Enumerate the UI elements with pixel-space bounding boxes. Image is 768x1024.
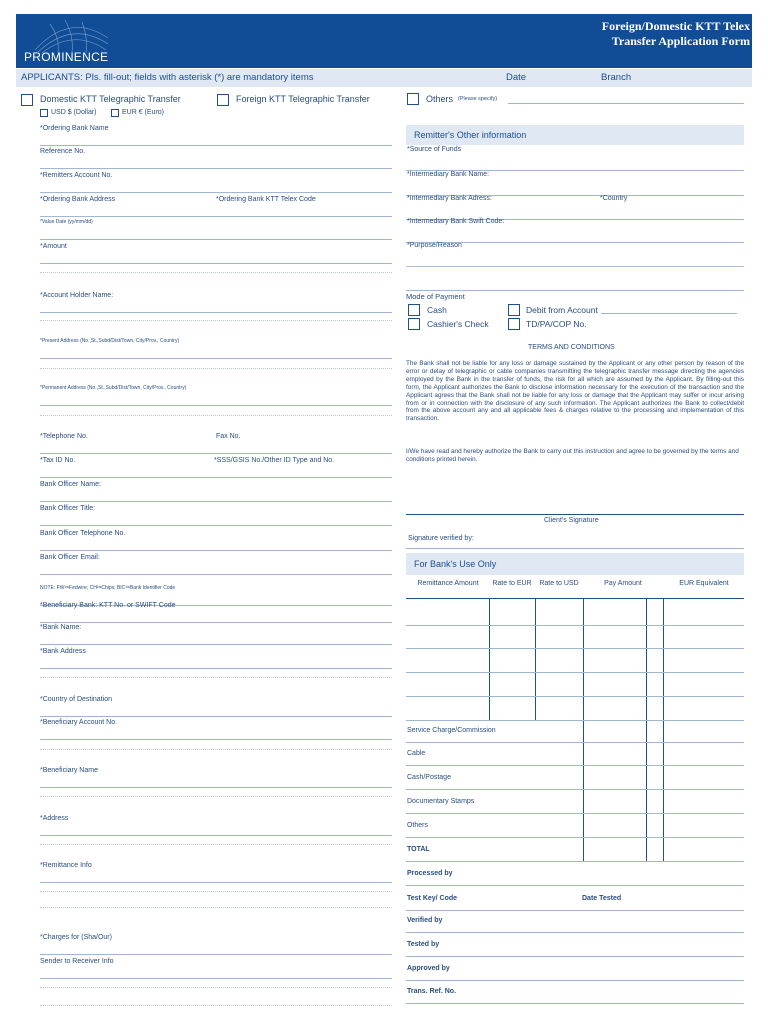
col-divider — [489, 598, 490, 720]
field-line-country-destination[interactable] — [40, 716, 392, 717]
field-label-amount: *Amount — [40, 243, 67, 250]
form-title-line1: Foreign/Domestic KTT Telex — [601, 19, 750, 33]
field-label-purpose: *Purpose/Reason — [407, 242, 462, 249]
field-line-charges[interactable] — [40, 954, 392, 955]
domestic-label: Domestic KTT Telegraphic Transfer — [40, 94, 181, 104]
field-line-officer-email[interactable] — [40, 574, 392, 575]
field-label-reference-no: Reference No. — [40, 148, 86, 155]
field-label-ordering-bank-address: *Ordering Bank Address — [40, 196, 116, 203]
bank-row-total: TOTAL — [407, 846, 430, 853]
field-line-bank-address[interactable] — [40, 668, 392, 669]
field-extra-line[interactable] — [406, 266, 744, 267]
client-signature-line[interactable] — [406, 514, 744, 515]
remitter-info-title: Remitter's Other information — [414, 130, 527, 140]
col-rate-eur: Rate to EUR — [492, 580, 532, 587]
bank-field-approved-by: Approved by — [407, 965, 450, 972]
bank-field-line[interactable] — [406, 980, 744, 981]
field-label-intermediary-swift: *Intermediary Bank Swift Code: — [407, 218, 505, 225]
bank-logo-text: PROMINENCE — [24, 50, 109, 64]
bank-field-line[interactable] — [406, 910, 744, 911]
applicants-instruction: APPLICANTS: Pls. fill-out; fields with asterisk (*) are mandatory items — [21, 72, 314, 83]
field-extra-line[interactable] — [40, 415, 392, 416]
terms-authorization: I/We have read and hereby authorize the Bank to carry out this instruction and agree to be governed by the terms and conditions printed herein. — [406, 448, 739, 463]
branch-label: Branch — [601, 72, 632, 83]
signature-verified-label: Signature verified by: — [408, 535, 474, 542]
terms-body: The Bank shall not be liable for any loss or damage sustained by the Applicant or any other person by reason of the error or delay of telegraphic or cable companies transmitting the telegraphic transfer message directing the agencies employed by the Bank in the transfer of funds, the risk for all which are assumed by the Applicant. By filling-out this form, the Applicant authorizes the Bank to disclose information necessary for the execution of the transaction and the Applicant agrees that the Bank shall not be liable for any loss or damage that the Applicant may suffer or incur arising from or in connection with the disclosure of any such information. The Applicant authorizes the Bank to collect/debit from the above account any and all applicable fees & charges relative to the processing and implementation of this transaction. — [406, 360, 744, 423]
field-line-value-date[interactable] — [40, 239, 392, 240]
col-divider — [583, 598, 584, 862]
field-extra-line[interactable] — [406, 290, 744, 291]
field-label-present-address: *Present Address (No.,St.,Subd/Dist/Town, City/Prov., Country) — [40, 338, 180, 344]
field-line-beneficiary-account[interactable] — [40, 739, 392, 740]
field-label-beneficiary-account: *Beneficiary Account No. — [40, 719, 118, 726]
field-label-telephone: *Telephone No. — [40, 433, 88, 440]
field-label-remitters-account: *Remitters Account No. — [40, 172, 113, 179]
field-label-tax-id: *Tax ID No. — [40, 457, 76, 464]
field-line-address[interactable] — [40, 835, 392, 836]
bank-field-line[interactable] — [406, 885, 744, 886]
field-label-country-destination: *Country of Destination — [40, 696, 112, 703]
field-line-remittance-info[interactable] — [40, 882, 392, 883]
field-label-address: *Address — [40, 815, 69, 822]
table-header-rule — [406, 598, 744, 599]
eur-checkbox[interactable] — [111, 109, 119, 117]
bank-row-cable: Cable — [407, 750, 426, 757]
bank-field-date-tested: Date Tested — [582, 895, 622, 902]
field-line-officer-name[interactable] — [40, 501, 392, 502]
field-line-ordering-bank-address[interactable] — [40, 216, 392, 217]
table-row — [406, 765, 744, 766]
field-line-sender-receiver[interactable] — [40, 978, 392, 979]
cashiers-check-checkbox[interactable] — [408, 318, 420, 330]
field-label-sender-receiver: Sender to Receiver Info — [40, 958, 114, 965]
field-label-source-funds: *Source of Funds — [407, 146, 462, 153]
field-line-permanent-address[interactable] — [40, 405, 392, 406]
eur-label: EUR € (Euro) — [122, 109, 165, 116]
tdpa-checkbox[interactable] — [508, 318, 520, 330]
bank-field-line[interactable] — [406, 956, 744, 957]
foreign-checkbox[interactable] — [217, 94, 229, 106]
field-extra-line[interactable] — [40, 987, 392, 988]
col-pay-amount: Pay Amount — [604, 580, 642, 587]
bank-use-title: For Bank's Use Only — [414, 559, 497, 569]
bank-row-doc-stamps: Documentary Stamps — [407, 798, 475, 805]
bank-field-test-key: Test Key/ Code — [407, 895, 458, 902]
field-line-telephone[interactable] — [40, 453, 392, 454]
field-label-beneficiary-bank: *Beneficiary Bank: KTT No. or SWIFT Code — [40, 602, 176, 609]
table-row — [406, 742, 744, 743]
field-label-intermediary-address: *Intermediary Bank Adress: — [407, 195, 492, 202]
remitter-info-header — [406, 125, 744, 145]
field-label-officer-email: Bank Officer Email: — [40, 554, 100, 561]
field-label-officer-title: Bank Officer Title: — [40, 505, 96, 512]
field-extra-line[interactable] — [40, 320, 392, 321]
field-extra-line[interactable] — [40, 796, 392, 797]
field-line-ordering-bank-name[interactable] — [40, 145, 392, 146]
field-extra-line[interactable] — [40, 749, 392, 750]
client-signature-label: Client's Signature — [544, 517, 599, 524]
bank-field-line[interactable] — [406, 1003, 744, 1004]
debit-label: Debit from Account — [526, 305, 598, 315]
field-label-officer-phone: Bank Officer Telephone No. — [40, 530, 126, 537]
others-field[interactable] — [508, 103, 744, 104]
bank-row-service-charge: Service Charge/Commission — [407, 727, 496, 734]
applicants-bar — [16, 69, 752, 87]
terms-heading: TERMS AND CONDITIONS — [528, 344, 615, 351]
field-extra-line[interactable] — [40, 907, 392, 908]
table-row — [406, 861, 744, 862]
field-label-sss: *SSS/GSIS No./Other ID Type and No. — [214, 457, 335, 464]
cash-checkbox[interactable] — [408, 304, 420, 316]
field-extra-line[interactable] — [40, 677, 392, 678]
col-remittance-amount: Remittance Amount — [417, 580, 479, 587]
domestic-checkbox[interactable] — [21, 94, 33, 106]
others-label: Others — [426, 94, 454, 104]
field-label-country: *Country — [600, 195, 628, 202]
bank-row-others: Others — [407, 822, 429, 829]
form-title-line2: Transfer Application Form — [611, 34, 750, 48]
field-extra-line[interactable] — [40, 1005, 392, 1006]
field-extra-line[interactable] — [40, 368, 392, 369]
field-line-officer-phone[interactable] — [40, 550, 392, 551]
field-label-account-holder: *Account Holder Name: — [40, 292, 114, 299]
cash-label: Cash — [427, 305, 447, 315]
table-row — [406, 672, 744, 673]
field-label-intermediary-name: *Intermediary Bank Name: — [407, 171, 490, 178]
signature-verified-line — [406, 548, 744, 549]
field-line-beneficiary-bank[interactable] — [40, 622, 392, 623]
table-row — [406, 813, 744, 814]
table-row — [406, 696, 744, 697]
field-label-bank-address: *Bank Address — [40, 648, 86, 655]
field-extra-line[interactable] — [40, 844, 392, 845]
field-label-ordering-bank-name: *Ordering Bank Name — [40, 125, 109, 132]
field-line-present-address[interactable] — [40, 358, 392, 359]
others-checkbox[interactable] — [407, 93, 419, 105]
col-divider — [646, 598, 647, 862]
field-label-beneficiary-name: *Beneficiary Name — [40, 767, 98, 774]
field-line-beneficiary-name[interactable] — [40, 787, 392, 788]
field-line-remitters-account[interactable] — [40, 192, 392, 193]
table-row — [406, 720, 744, 721]
field-label-fax: Fax No. — [216, 433, 241, 440]
field-line-amount[interactable] — [40, 263, 392, 264]
field-extra-line[interactable] — [40, 891, 392, 892]
globe-logo-icon — [30, 18, 110, 54]
bank-row-cash-postage: Cash/Postage — [407, 774, 451, 781]
field-line-account-holder[interactable] — [40, 312, 392, 313]
cashiers-check-label: Cashier's Check — [427, 319, 489, 329]
field-label-ordering-bank-telex: *Ordering Bank KTT Telex Code — [216, 196, 316, 203]
field-label-remittance-info: *Remittance Info — [40, 862, 92, 869]
col-divider — [663, 598, 664, 862]
field-label-note: NOTE: FW¹=Fedwire; CH²=Chips; BIC³=Bank Identifier Code — [40, 585, 176, 591]
field-label-charges: *Charges for (Sha/Our) — [40, 934, 112, 941]
debit-checkbox[interactable] — [508, 304, 520, 316]
table-row — [406, 625, 744, 626]
field-line-tax-id[interactable] — [40, 477, 392, 478]
col-eur-equivalent: EUR Equivalent — [679, 580, 729, 587]
date-label: Date — [506, 72, 527, 83]
col-divider — [535, 598, 536, 720]
usd-checkbox[interactable] — [40, 109, 48, 117]
field-line-reference-no[interactable] — [40, 168, 392, 169]
bank-field-line[interactable] — [406, 932, 744, 933]
table-row — [406, 789, 744, 790]
table-row — [406, 837, 744, 838]
bank-use-header — [406, 553, 744, 575]
bank-field-verified-by: Verified by — [407, 917, 443, 924]
mode-of-payment-label: Mode of Payment — [406, 292, 465, 301]
usd-label: USD $ (Dollar) — [51, 109, 97, 116]
bank-field-trans-ref: Trans. Ref. No. — [407, 988, 457, 995]
field-line-bank-name[interactable] — [40, 644, 392, 645]
col-rate-usd: Rate to USD — [539, 580, 579, 587]
field-label-value-date: *Value Date (yy/mm/dd) — [40, 219, 93, 225]
foreign-label: Foreign KTT Telegraphic Transfer — [236, 94, 370, 104]
bank-field-tested-by: Tested by — [407, 941, 440, 948]
tdpa-label: TD/PA/COP No. — [526, 319, 587, 329]
field-label-bank-name: *Bank Name: — [40, 624, 82, 631]
field-line-officer-title[interactable] — [40, 525, 392, 526]
field-label-officer-name: Bank Officer Name: — [40, 481, 101, 488]
field-label-permanent-address: *Permanent Address (No.,St.,Subd/Dist/Town, City/Prov., Country) — [40, 385, 187, 391]
debit-account-field[interactable] — [601, 313, 737, 314]
others-hint: (Please specify) — [458, 96, 498, 102]
bank-field-processed-by: Processed by — [407, 870, 453, 877]
field-extra-line[interactable] — [40, 272, 392, 273]
table-row — [406, 648, 744, 649]
